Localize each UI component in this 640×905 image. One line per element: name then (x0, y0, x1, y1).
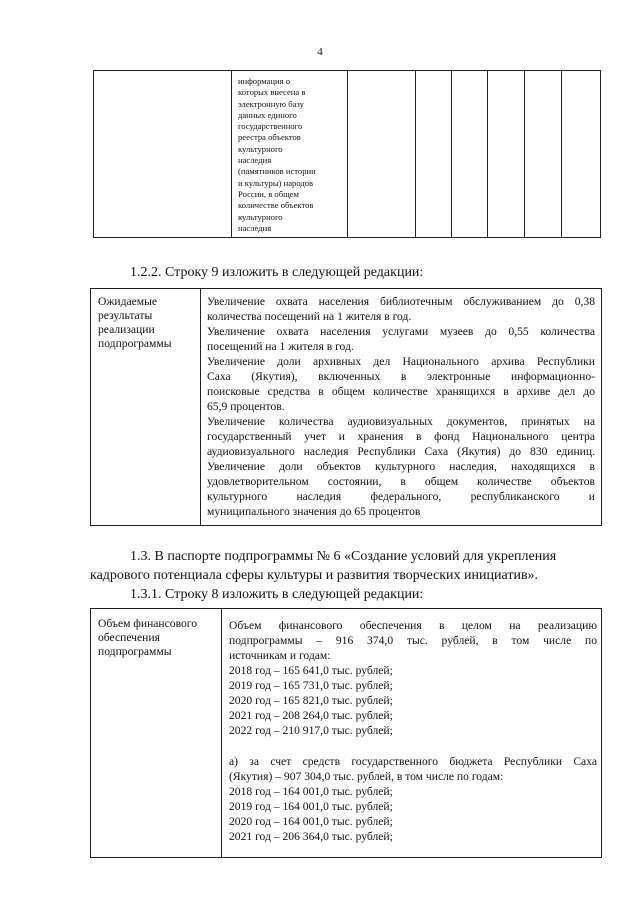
section-1-3-1-heading: 1.3.1. Строку 8 изложить в следующей редакции: (130, 587, 424, 602)
table-column-divider (487, 71, 488, 237)
section-1-3-line2: кадрового потенциала сферы культуры и развития творческих инициатив». (90, 568, 539, 583)
content-line: Увеличение доли объектов культурного наследия, находящихся в (207, 460, 595, 473)
year-amount-line: 2021 год – 206 364,0 тыс. рублей; (229, 830, 393, 843)
expected-results-table (90, 288, 602, 526)
label-line: Ожидаемые (98, 295, 158, 308)
content-line: Увеличение охвата населения библиотечным обслуживанием до 0,38 (207, 295, 595, 308)
funding-content (229, 618, 597, 844)
content-line: Увеличение количества аудиовизуальных документов, принятых на (207, 415, 595, 428)
funding-table (90, 608, 602, 858)
content-line: культурного наследия федерального, республиканского и (207, 490, 595, 503)
cell-line: наследия (238, 222, 272, 233)
content-line: а) за счет средств государственного бюджета Республики Саха (229, 755, 597, 768)
cell-line: информация о (238, 76, 291, 86)
content-line: Саха (Якутия), включенных в электронные информационно- (207, 370, 595, 383)
table-column-divider (200, 289, 201, 525)
label-line: Объем финансового (98, 617, 198, 630)
content-line: Увеличение доли архивных дел Национального архива Республики (207, 355, 595, 368)
cell-line: реестра объектов (238, 132, 301, 143)
table-column-divider (524, 71, 525, 237)
expected-results-content (207, 294, 595, 519)
cell-line: культурного (238, 211, 283, 222)
spacer (229, 738, 597, 754)
table-column-divider (415, 71, 416, 237)
content-line: подпрограммы – 916 374,0 тыс. рублей, в том числе по (229, 634, 597, 647)
year-amount-line: 2019 год – 165 731,0 тыс. рублей; (229, 679, 393, 692)
content-line: (Якутия) – 907 304,0 тыс. рублей, в том числе по годам: (229, 770, 504, 783)
cell-line: наследия (238, 155, 272, 166)
cell-line: государственного (238, 121, 303, 132)
expected-results-label (98, 295, 172, 351)
year-amount-line: 2021 год – 208 264,0 тыс. рублей; (229, 709, 393, 722)
year-amount-line: 2020 год – 165 821,0 тыс. рублей; (229, 694, 393, 707)
cell-line: и культуры) народов (238, 177, 314, 188)
content-line: аудиовизуального наследия Республики Саха (Якутия) до 830 единиц. (207, 445, 595, 458)
cell-line: количестве объектов (238, 200, 314, 211)
funding-label (98, 617, 197, 659)
table-column-divider (451, 71, 452, 237)
content-line: источникам и годам: (229, 649, 331, 662)
section-1-3-line1: 1.3. В паспорте подпрограммы № 6 «Создание условий для укрепления (130, 549, 557, 564)
cell-line: данных единого (238, 109, 297, 120)
content-line: количества посещений на 1 жителя в год. (207, 310, 412, 323)
cell-line: России, в общем (238, 188, 299, 199)
year-amount-line: 2022 год – 210 917,0 тыс. рублей; (229, 724, 393, 737)
label-line: подпрограммы (98, 337, 172, 350)
content-line: Объем финансового обеспечения в целом на реализацию (229, 619, 597, 632)
content-line: Увеличение охвата населения услугами музеев до 0,55 количества (207, 325, 595, 338)
content-line: посещений на 1 жителя в год. (207, 340, 354, 353)
year-amount-line: 2020 год – 164 001,0 тыс. рублей; (229, 815, 393, 828)
table-column-divider (231, 71, 232, 237)
content-line: поисковые средства в общем количестве хранящихся в архиве дел до (207, 385, 595, 398)
content-line: государственный учет и хранения в фонд Национального центра (207, 430, 595, 443)
label-line: результаты (98, 309, 153, 322)
content-line: муниципального значения до 65 процентов (207, 505, 421, 518)
year-amount-line: 2019 год – 164 001,0 тыс. рублей; (229, 800, 393, 813)
cell-line: культурного (238, 143, 283, 154)
continued-table (93, 70, 601, 238)
label-line: подпрограммы (98, 645, 172, 658)
label-line: реализации (98, 323, 155, 336)
content-line: удовлетворительном состоянии, в общем количестве объектов (207, 475, 595, 488)
page-number: 4 (317, 46, 323, 58)
table-column-divider (561, 71, 562, 237)
indicator-description-cell (238, 76, 348, 234)
label-line: обеспечения (98, 631, 160, 644)
year-amount-line: 2018 год – 164 001,0 тыс. рублей; (229, 785, 393, 798)
year-amount-line: 2018 год – 165 641,0 тыс. рублей; (229, 664, 393, 677)
cell-line: которых внесена в (238, 87, 306, 98)
section-1-2-2-heading: 1.2.2. Строку 9 изложить в следующей редакции: (130, 265, 424, 280)
cell-line: электронную базу (238, 98, 304, 109)
cell-line: (памятников истории (238, 166, 316, 177)
table-column-divider (221, 609, 222, 857)
content-line: 65,9 процентов. (207, 400, 285, 413)
